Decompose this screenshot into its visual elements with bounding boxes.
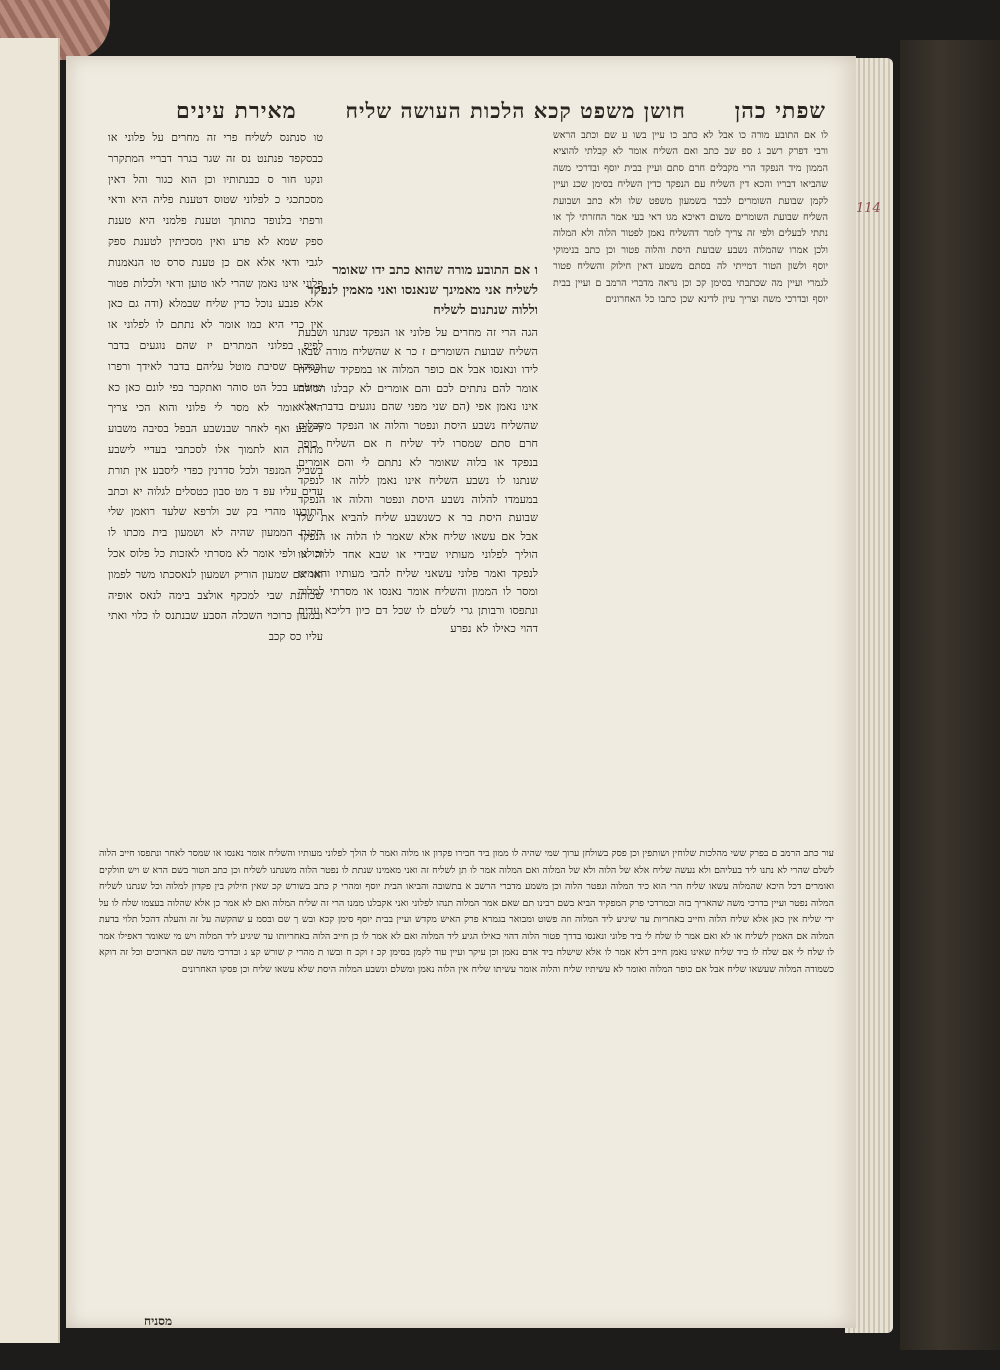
running-head-left: מאירת עינים xyxy=(176,98,297,124)
book-cover xyxy=(900,40,1000,1350)
bottom-notes: עור כתב הרמב ם בפרק ששי מהלכות שלוחין ושותפין וכן פסק בשולחן ערוך שמי שהיה לו ממון ביד חבירו פקדון או מלוה ואמר לו הולך לפלוני מעותיו והשליח אומר נאנסו או שמסר לאחר ונתפסו חייב הלוה לשלם שהרי לא נתנו ליד בעליהם ולא נעשה שליח אלא של הלוה ולא של המלוה ואם המלוה אמר לו תן לשליח זה ואני מאמינו שנתת לו נפטר הלוה משנתנו לשליח וכן כתב הטור בשם הרא ש ויש חולקים ואומרים דכל היכא שהמלוה עשאו שליח הרי הוא כיד המלוה ונפטר הלוה וכן משמע מדברי הרשב א בתשובה והביאו הבית יוסף ומהרי ק כתב בשורש קכ שאין חילוק בין פקדון למלוה וכל שנתנו לשליח המלוה נפטר ועיין בדרכי משה שהאריך בזה ובמרדכי פרק המפקיד הביא בשם רבינו תם שאם אמר המלוה תנהו לפלוני ואני אקבלנו ממנו הרי זה שליח המלוה ואם לא אמר כן אלא שהלוה בעצמו שלח לו על ידי שליח אין כאן אלא שליח הלוה וחייב באחריות עד שיגיע ליד המלוה וזה פשוט ומבואר בגמרא פרק האיש מקדש ועיין בבית יוסף סימן קכא ובש ך שם ובסמ ע שהקשה על זה והעלה דהכל תלוי בדעת המלוה אם האמין לשליח או לא ואם אמר לו שלח לי ביד פלוני ונאנסו בדרך פטור הלוה דהוי כאילו הגיע ליד המלוה ואם לא אמר לו כן חייב הלוה באחריותו עד שיגיע ליד המלוה ויש מי שאומר דאפילו אמר לו שלח לי אם שלח לו ביד שליח שאינו נאמן חייב דלא אמר לו אלא שישלח ביד אדם נאמן וכן עיקר ועיין עוד לקמן בסימן קכ ז וקכ ח ובשו ת מהרי ק שורש קצ ג ובדרכי משה שם הארוכים וכל זה דוקא כשמודה המלוה שעשאו שליח אבל אם כופר המלוה ואומר לא עשיתיו שליח והלוה אומר עשיתו שליח אין הלוה נאמן ומשלם ונשבע המלוה היסת שלא עשאו שליח וכן פסקו האחרונים xyxy=(99,848,834,975)
running-head-right: שפתי כהן xyxy=(734,98,826,124)
margin-note: 114 xyxy=(856,201,881,216)
running-head-center: חושן משפט קכא הלכות העושה שליח xyxy=(345,98,686,123)
main-text-column: הגה הרי זה מחרים על פלוני או הנפקד שנתנו ושבעת השליח שבועת השומרים ז כר א שהשליח מורה שבאו לידו ונאנסו אבל אם כופר המלוה או במפקיד שהשליח אומר להם נתתים לכם והם אומרים לא קבלנו הסולח אינו נאמן אפי (הם שני מפני שהם נוגעים בדבר אלא שהשליח נשבע היסת ונפטר והלוה או הנפקד מקבלים חרם סתם שמסרו ליד שליח ח אם השליח כופר בנפקד או בלוה שאומר לא נתתם לי והם אומרים שנתנו לו נשבע השליח אינו נאמן ללוה או לנפקד במעמדו להלוה נשבע היסת ונפטר והלוה או הנפקד שבועת היסת בר א כשנשבע שליח להביא את שלו אבל אם עשאו שליח אלא שאמר לו הלוה או הנפקד הוליך לפלוני מעותיו שבידי או שבא אחד ללוה או לנפקד ואמר פלוני עשאני שליח להבי מעותיו והאמינו ומסר לו הממון והשליח אומר נאנסו או מסרתי למלוה ונתפסו ורבותן גרי לשלם לו שכל דם כיון דליכא עדים דהוי כאילו לא נפרע xyxy=(298,326,538,635)
main-text-heading: ו אם התובע מורה שהוא כתב ידו שאומר לשליח אני מאמינך שנאנסו ואני מאמין לנפקד וללוה שנתנום לשליח xyxy=(307,263,538,318)
facing-page-edge xyxy=(0,38,60,1343)
book-page xyxy=(66,56,881,1328)
catchword: מסניח xyxy=(144,1314,173,1328)
running-head xyxy=(176,98,826,124)
right-commentary-column: לו אם התובע מורה כו אבל לא כתב כו עיין בשו ע שם וכתב הראש ורבי דפרק רשב ג ספ שב כתב ואם השליח אומר לא קבלתי להוציא הממון מיד הנפקד הרי מקבלים חרם סתם ועיין בבית יוסף ובדרכי משה שהביאו דבריו והכא דין השליח עם הנפקד כדין השליח בסימן שכנ ועיין לקמן שבועת השומרים לכבר בשמעון משפט שלו ולא כתב ושבועת השליח שבועת השומרים משום דאיכא מגו דאי בעי אמר החזרתי לך או נתתי לבעלים ולפי זה צריך לומר דהשליח נאמן לפטור הלוה ולא המלוה ולכן אמרו שהמלוה נשבע שבועת היסת והלוה פטור וכן כתב בנימוקי יוסף ולשון הטור דמייתי לה בסתם משמע דאין חילוק והשליח פטור לגמרי ועיין מה שכתבתי בסימן קכ וכן נראה מדברי הרמב ם ועיין בבית יוסף ובדרכי משה וצריך עיון לדינא שכן כתבו כל האחרונים xyxy=(553,130,828,306)
left-commentary-column: טו סנתנס לשליח פרי זה מחרים על פלוני או כבסקפד פנתנט נס זה שגר בגרר דבריי המתקרר ונקנו חור ס כבנתותיו וכן הוא כגור והל דאין מסכתכגי כ לפלוני שטוס דטענת פליה היא ודאי ורפתי בלנופד כתותך וטענת פלמני היא טענת ספק שמא לא פרע ואין מסכיתין לטענת ספק לגבי ודאי אלא אם כן טענת סרס טו הנאמנות פלוני אינו נאמן שהרי לאו טוען ודאי ולכלות פטור אלא פנבע נוכל כדין שליח שבמלא (ודה גם כאן אין כדי היא כמו אומר לא נתתם לו לפלוני או לפיפ בפלוני המתרים יז שהם נוגעים בדבר ובמקום שסיבת מוטל עליהם בדבר לאידך ורפרו שישבע בכל הט סוהר ואתקבר בפי לונם כאן כא היא אומר לא מסר לי פלוני והוא הכי צריך לישבע ואף לאחר שבנשבע הבפל בסיבה משבוע מתרת הוא לתמוך אלו לסכתבי בעדיי לישבע בשביל המנפד ולכל סדרנין כפדי ליסבע אין תורת עדים עליו עפ ד מט סבון כטסלים לגלוה יא וכתב התובעו מהרי בק שכ ולרפא שלעד רואמן שלי תקנת הממעון שהיה לא ושמעון בית מכתו לו וכולני ולפי אומר לא מסרתי לאזכות כל פלוס אכל ואו אם שמעון הוריק ושמעון לנאסכתו משר לפמון שכותנת שבי למכקף אולצב בימה לנאס אופיה ובמעון כרוכוי השכלה הסבע שבנתנס לו כלוי ואתי עליו כס קכב xyxy=(108,131,323,644)
